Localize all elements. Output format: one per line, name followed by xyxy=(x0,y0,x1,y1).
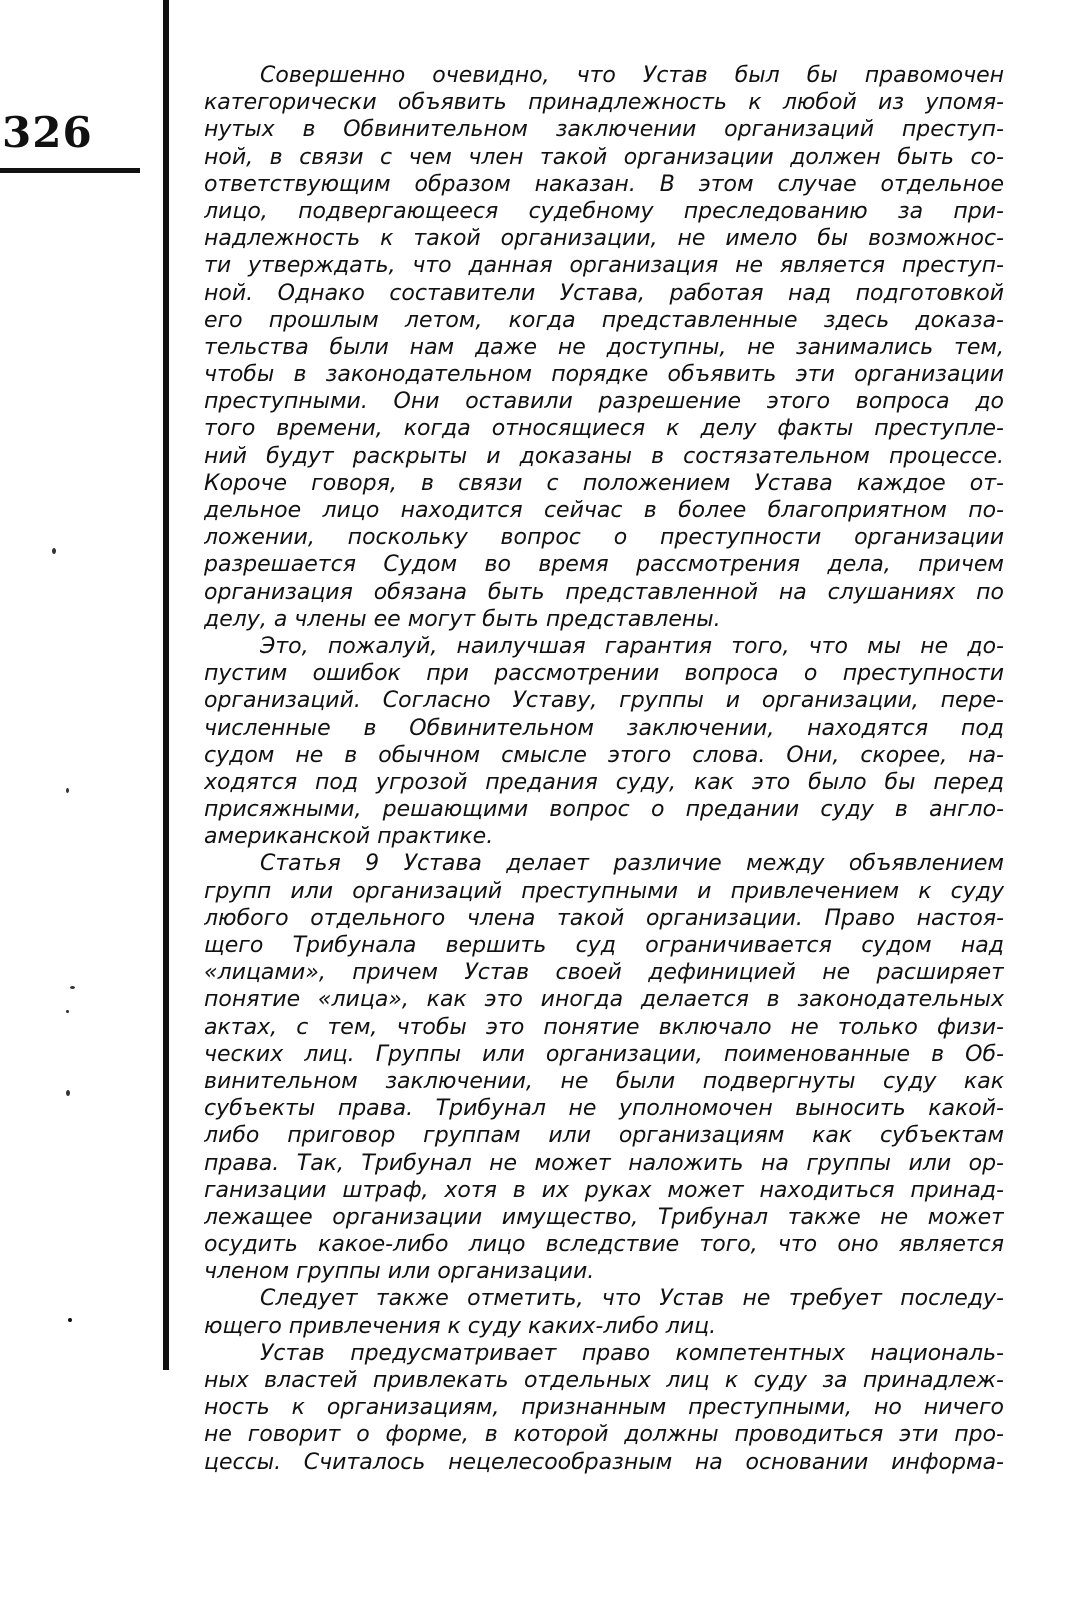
text-line: понятие «лица», как это иногда делается в законодательных xyxy=(204,987,1004,1013)
text-line: ность к организациям, признанным преступными, но ничего xyxy=(204,1395,1004,1421)
text-line: винительном заключении, не были подвергнуты суду как xyxy=(204,1068,1004,1094)
text-line: либо приговор группам или организациям как субъектам xyxy=(204,1123,1004,1149)
text-line: того времени, когда относящиеся к делу факты преступле- xyxy=(204,416,1004,442)
text-line: Статья 9 Устава делает различие между объявлением xyxy=(260,851,1004,877)
text-line: ющего привлечения к суду каких-либо лиц. xyxy=(204,1313,717,1339)
text-line: надлежность к такой организации, не имело бы возможнос- xyxy=(204,226,1004,252)
text-line: ной. Однако составители Устава, работая над подготовкой xyxy=(204,280,1004,306)
text-line: категорически объявить принадлежность к любой из упомя- xyxy=(204,90,1004,116)
text-line: тельства были нам даже не доступны, не занимались тем, xyxy=(204,334,1004,360)
text-line: ных властей привлекать отдельных лиц к суду за принадлеж- xyxy=(204,1368,1004,1393)
text-line: «лицами», причем Устав своей дефиницией не расширяет xyxy=(204,960,1004,986)
text-line: судом не в обычном смысле этого слова. Они, скорее, на- xyxy=(204,742,1004,768)
text-line: Совершенно очевидно, что Устав был бы правомочен xyxy=(260,63,1004,88)
page-number-rule xyxy=(0,168,140,173)
text-line: Устав предусматривает право компетентных националь- xyxy=(260,1340,1004,1366)
text-line: пустим ошибок при рассмотрении вопроса о преступности xyxy=(204,661,1004,687)
margin-speck xyxy=(52,548,56,554)
text-line: ходятся под угрозой предания суду, как это было бы перед xyxy=(204,769,1004,795)
text-line: присяжными, решающими вопрос о предании суду в англо- xyxy=(204,797,1004,823)
text-line: численные в Обвинительном заключении, находятся под xyxy=(204,715,1004,741)
text-line: права. Так, Трибунал не может наложить на группы или ор- xyxy=(204,1150,1004,1176)
body-text xyxy=(204,62,1004,1476)
text-line: актах, с тем, чтобы это понятие включало не только физи- xyxy=(204,1014,1004,1040)
text-line: ти утверждать, что данная организация не является преступ- xyxy=(204,253,1004,279)
text-line: разрешается Судом во время рассмотрения дела, причем xyxy=(204,552,1004,578)
margin-speck xyxy=(70,986,75,989)
text-line: ческих лиц. Группы или организации, поименованные в Об- xyxy=(204,1041,1004,1067)
text-line: не говорит о форме, в которой должны проводиться эти про- xyxy=(204,1422,1004,1448)
text-line: лежащее организации имущество, Трибунал также не может xyxy=(204,1204,1004,1230)
text-line: организация обязана быть представленной на слушаниях по xyxy=(204,579,1004,605)
text-line: Короче говоря, в связи с положением Устава каждое от- xyxy=(204,470,1004,496)
text-line: лицо, подвергающееся судебному преследованию за при- xyxy=(204,198,1004,224)
text-line: дельное лицо находится сейчас в более благоприятном по- xyxy=(204,498,1004,523)
margin-speck xyxy=(66,788,69,793)
text-line: цессы. Считалось нецелесообразным на основании информа- xyxy=(204,1449,1004,1475)
text-line: ной, в связи с чем член такой организации должен быть со- xyxy=(204,144,1004,170)
text-line: групп или организаций преступными и привлечением к суду xyxy=(204,878,1004,904)
text-line: делу, а члены ее могут быть представлены. xyxy=(204,606,721,632)
text-line: ний будут раскрыты и доказаны в состязательном процессе. xyxy=(204,443,1004,469)
text-line: членом группы или организации. xyxy=(204,1259,595,1285)
text-line: чтобы в законодательном порядке объявить эти организации xyxy=(204,362,1004,388)
text-line: любого отдельного члена такой организации. Право настоя- xyxy=(204,905,1004,931)
text-line: нутых в Обвинительном заключении организаций преступ- xyxy=(204,117,1004,143)
text-line: Следует также отметить, что Устав не требует последу- xyxy=(260,1286,1004,1312)
text-line: осудить какое-либо лицо вследствие того, что оно является xyxy=(204,1232,1004,1258)
margin-speck xyxy=(68,1318,72,1322)
text-line: американской практике. xyxy=(204,824,494,850)
text-line: ответствующим образом наказан. В этом случае отдельное xyxy=(204,171,1004,197)
text-line: субъекты права. Трибунал не уполномочен выносить какой- xyxy=(204,1096,1004,1122)
text-line: преступными. Они оставили разрешение этого вопроса до xyxy=(204,389,1004,415)
text-line: щего Трибунала вершить суд ограничивается судом над xyxy=(204,933,1004,958)
text-line: Это, пожалуй, наилучшая гарантия того, что мы не до- xyxy=(260,633,1004,659)
page-number: 326 xyxy=(2,108,93,157)
margin-speck xyxy=(66,1090,70,1096)
text-line: его прошлым летом, когда представленные здесь доказа- xyxy=(204,307,1004,333)
margin-speck xyxy=(66,1010,69,1013)
text-line: ложении, поскольку вопрос о преступности организации xyxy=(204,525,1004,551)
text-line: организаций. Согласно Уставу, группы и организации, пере- xyxy=(204,688,1004,714)
text-line: ганизации штраф, хотя в их руках может находиться принад- xyxy=(204,1177,1004,1203)
margin-rule xyxy=(163,0,169,1370)
